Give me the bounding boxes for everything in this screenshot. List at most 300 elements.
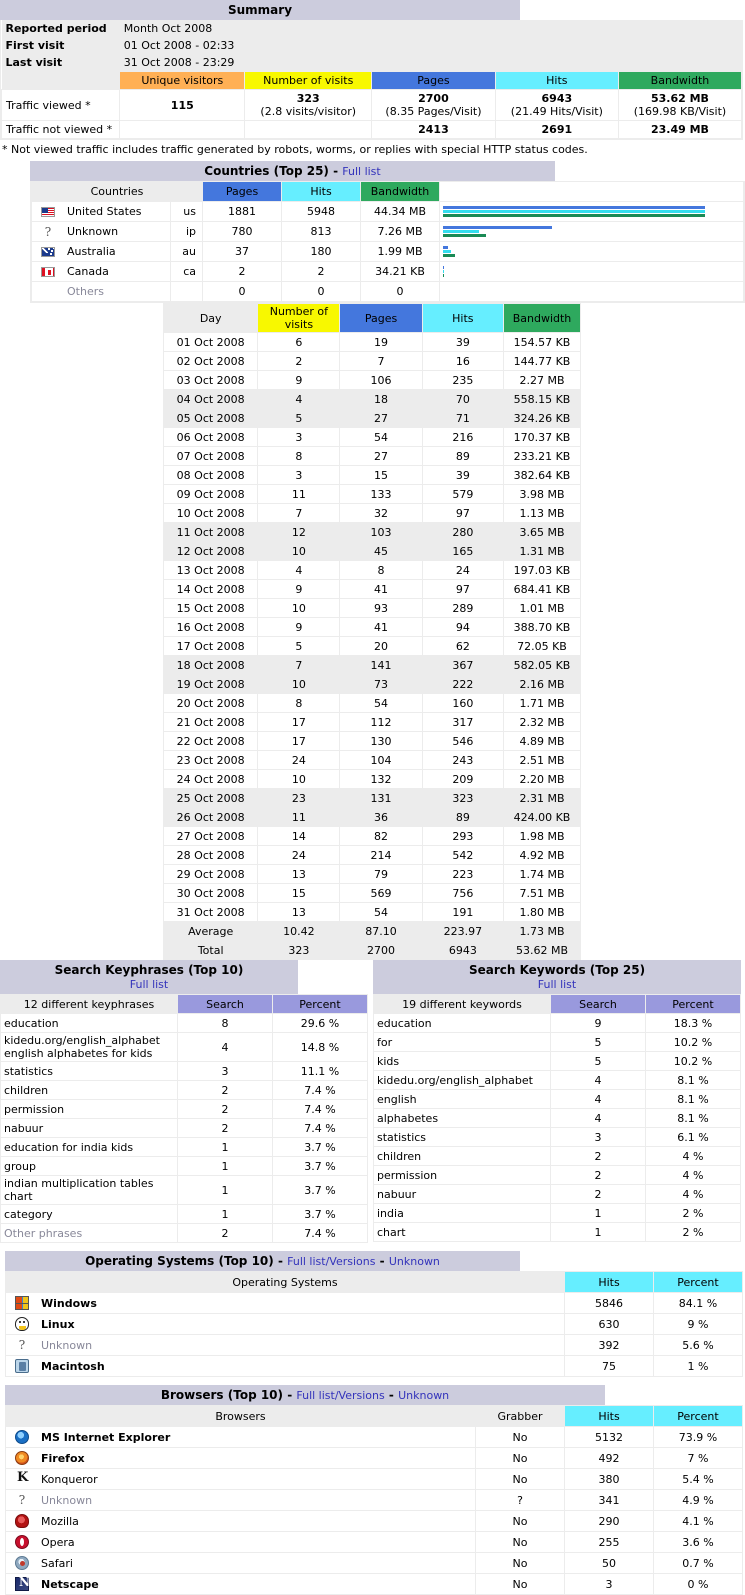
browsers-col-percent: Percent — [654, 1406, 743, 1427]
country-name: Canada — [64, 262, 171, 282]
day-hits: 39 — [422, 466, 503, 485]
day-bandwidth: 7.51 MB — [503, 884, 580, 903]
day-hits: 222 — [422, 675, 503, 694]
table-row — [6, 1469, 743, 1490]
day-hits: 542 — [422, 846, 503, 865]
browser-hits: 255 — [565, 1532, 654, 1553]
browsers-title-separator-1: - — [287, 1388, 293, 1402]
day-bandwidth: 324.26 KB — [503, 409, 580, 428]
day-pages: 36 — [340, 808, 422, 827]
day-visits: 9 — [258, 618, 340, 637]
table-row — [164, 827, 581, 846]
table-row — [164, 922, 581, 941]
day-pages: 103 — [340, 523, 422, 542]
day-label: 07 Oct 2008 — [164, 447, 258, 466]
summary-viewed-unique-visitors-value: 115 — [170, 98, 194, 112]
day-hits: 89 — [422, 447, 503, 466]
country-name: Others — [64, 282, 171, 302]
table-row — [374, 1052, 741, 1071]
keyphrase-percent: 7.4 % — [273, 1100, 368, 1119]
day-bandwidth: 1.74 MB — [503, 865, 580, 884]
table-row — [164, 561, 581, 580]
keywords-col-search: Search — [551, 995, 646, 1014]
day-visits: 17 — [258, 713, 340, 732]
browser-icon-cell — [6, 1532, 39, 1553]
browser-name: Unknown — [38, 1490, 476, 1511]
day-bandwidth: 1.31 MB — [503, 542, 580, 561]
day-bandwidth: 72.05 KB — [503, 637, 580, 656]
days-col-day: Day — [164, 304, 258, 333]
browser-percent: 7 % — [654, 1448, 743, 1469]
ca-flag-icon — [41, 267, 55, 277]
search-panels — [0, 960, 745, 1243]
unknown-icon: ? — [44, 224, 52, 239]
day-pages: 18 — [340, 390, 422, 409]
summary-notviewed-unique-visitors — [120, 121, 245, 139]
day-pages: 41 — [340, 580, 422, 599]
day-pages: 104 — [340, 751, 422, 770]
keyphrase-search-count: 8 — [178, 1014, 273, 1033]
summary-footnote: * Not viewed traffic includes traffic generated by robots, worms, or replies with special HTTP status codes. — [2, 143, 588, 156]
country-name: United States — [64, 202, 171, 222]
mac-icon — [15, 1359, 29, 1373]
table-row — [164, 466, 581, 485]
country-bandwidth: 0 — [361, 282, 440, 302]
keyword-text: education — [374, 1014, 551, 1033]
summary-traffic-not-viewed-label: Traffic not viewed * — [2, 121, 120, 139]
browser-grabber: No — [476, 1448, 565, 1469]
browsers-header-row — [6, 1406, 743, 1427]
day-visits: 23 — [258, 789, 340, 808]
country-name: Unknown — [64, 222, 171, 242]
table-row — [1, 1138, 368, 1157]
day-label: 05 Oct 2008 — [164, 409, 258, 428]
countries-section-title — [30, 161, 555, 181]
keywords-count-label: 19 different keywords — [374, 995, 551, 1014]
keyphrase-percent: 3.7 % — [273, 1176, 368, 1205]
table-row — [164, 732, 581, 751]
day-label: 31 Oct 2008 — [164, 903, 258, 922]
day-bandwidth: 170.37 KB — [503, 428, 580, 447]
os-unknown-link[interactable]: Unknown — [388, 1255, 440, 1268]
os-col-name: Operating Systems — [6, 1272, 565, 1293]
table-row — [6, 1335, 743, 1356]
day-pages: 569 — [340, 884, 422, 903]
table-row — [374, 1128, 741, 1147]
day-bandwidth: 2.16 MB — [503, 675, 580, 694]
country-code — [171, 282, 203, 302]
day-label: 04 Oct 2008 — [164, 390, 258, 409]
keyword-search-count: 9 — [551, 1014, 646, 1033]
day-pages: 8 — [340, 561, 422, 580]
day-hits: 323 — [422, 789, 503, 808]
country-code: ip — [171, 222, 203, 242]
keyword-percent: 8.1 % — [646, 1090, 741, 1109]
day-pages: 82 — [340, 827, 422, 846]
table-row — [164, 884, 581, 903]
day-bandwidth: 684.41 KB — [503, 580, 580, 599]
operating-systems-table — [5, 1271, 743, 1377]
country-bar-group — [443, 266, 740, 277]
keyword-search-count: 1 — [551, 1204, 646, 1223]
table-row — [164, 789, 581, 808]
day-hits: 24 — [422, 561, 503, 580]
table-row — [6, 1490, 743, 1511]
day-visits: 9 — [258, 371, 340, 390]
country-hits: 813 — [282, 222, 361, 242]
days-table — [163, 303, 581, 960]
pages-bar — [443, 266, 444, 269]
table-row — [374, 1204, 741, 1223]
browsers-col-hits: Hits — [565, 1406, 654, 1427]
pages-bar — [443, 226, 552, 229]
summary-col-pages: Pages — [372, 72, 496, 90]
operating-systems-section — [5, 1251, 743, 1377]
keyphrase-text: Other phrases — [1, 1224, 178, 1243]
browsers-section — [5, 1385, 743, 1595]
day-label: 02 Oct 2008 — [164, 352, 258, 371]
table-row — [1, 1224, 368, 1243]
table-row — [6, 1511, 743, 1532]
day-label: 13 Oct 2008 — [164, 561, 258, 580]
keyphrases-col-percent: Percent — [273, 995, 368, 1014]
day-bandwidth: 1.71 MB — [503, 694, 580, 713]
days-col-hits: Hits — [422, 304, 503, 333]
country-bar-cell — [440, 222, 744, 242]
country-bandwidth: 44.34 MB — [361, 202, 440, 222]
table-row — [1, 1176, 368, 1205]
day-visits: 14 — [258, 827, 340, 846]
os-percent: 9 % — [654, 1314, 743, 1335]
summary-notviewed-visits — [245, 121, 372, 139]
os-percent: 1 % — [654, 1356, 743, 1377]
summary-notviewed-bandwidth-value: 23.49 MB — [650, 123, 709, 136]
keyword-search-count: 3 — [551, 1128, 646, 1147]
table-row — [374, 1147, 741, 1166]
os-name: Unknown — [38, 1335, 565, 1356]
table-row — [374, 1033, 741, 1052]
day-label: 01 Oct 2008 — [164, 333, 258, 352]
os-name: Windows — [38, 1293, 565, 1314]
windows-icon — [15, 1296, 29, 1310]
keyword-search-count: 4 — [551, 1090, 646, 1109]
table-row — [164, 371, 581, 390]
country-pages: 37 — [203, 242, 282, 262]
country-flag-cell — [32, 242, 65, 262]
day-visits: 4 — [258, 390, 340, 409]
keyword-percent: 8.1 % — [646, 1109, 741, 1128]
os-full-list-link[interactable]: Full list/Versions — [287, 1255, 376, 1268]
country-code: ca — [171, 262, 203, 282]
summary-viewed-bandwidth-value: 53.62 MB — [650, 92, 709, 105]
summary-header-row — [2, 72, 742, 90]
day-pages: 133 — [340, 485, 422, 504]
keyphrase-search-count: 1 — [178, 1157, 273, 1176]
day-label: 12 Oct 2008 — [164, 542, 258, 561]
table-row — [1, 1119, 368, 1138]
country-code: au — [171, 242, 203, 262]
table-row — [374, 1014, 741, 1033]
day-visits: 24 — [258, 751, 340, 770]
day-hits: 579 — [422, 485, 503, 504]
browser-percent: 4.9 % — [654, 1490, 743, 1511]
hits-bar — [443, 270, 444, 273]
day-pages: 20 — [340, 637, 422, 656]
os-icon-cell — [6, 1335, 39, 1356]
hits-bar — [443, 230, 479, 233]
os-title-separator-1: - — [277, 1254, 283, 1268]
us-flag-icon — [41, 207, 55, 217]
keyphrase-text: children — [1, 1081, 178, 1100]
summary-viewed-bandwidth-sub: (169.98 KB/Visit) — [633, 105, 727, 118]
table-row — [1, 1014, 368, 1033]
au-flag-icon — [41, 247, 55, 257]
day-visits: 8 — [258, 447, 340, 466]
os-percent: 84.1 % — [654, 1293, 743, 1314]
day-bandwidth: 388.70 KB — [503, 618, 580, 637]
country-hits: 2 — [282, 262, 361, 282]
summary-table — [1, 20, 742, 139]
day-bandwidth: 2.32 MB — [503, 713, 580, 732]
day-label: 22 Oct 2008 — [164, 732, 258, 751]
keyphrase-text: indian multiplication tables chart — [1, 1176, 178, 1205]
keyphrase-text: nabuur — [1, 1119, 178, 1138]
summary-viewed-hits — [495, 90, 618, 121]
browsers-full-list-link[interactable]: Full list/Versions — [296, 1389, 385, 1402]
keyphrase-search-count: 2 — [178, 1081, 273, 1100]
day-bandwidth: 4.89 MB — [503, 732, 580, 751]
table-row — [32, 262, 744, 282]
day-pages: 112 — [340, 713, 422, 732]
keyword-text: kids — [374, 1052, 551, 1071]
country-bandwidth: 7.26 MB — [361, 222, 440, 242]
day-pages: 2700 — [340, 941, 422, 960]
keyword-percent: 10.2 % — [646, 1033, 741, 1052]
linux-icon — [15, 1317, 29, 1331]
country-bar-group — [443, 246, 740, 257]
browser-hits: 5132 — [565, 1427, 654, 1448]
browser-name: Netscape — [38, 1574, 476, 1595]
os-icon-cell — [6, 1314, 39, 1335]
keyphrase-search-count: 2 — [178, 1119, 273, 1138]
konqueror-icon — [15, 1472, 29, 1486]
countries-full-list-link[interactable]: Full list — [342, 165, 381, 178]
days-header-row — [164, 304, 581, 333]
browsers-section-title — [5, 1385, 605, 1405]
table-row — [164, 903, 581, 922]
day-label: 06 Oct 2008 — [164, 428, 258, 447]
day-hits: 546 — [422, 732, 503, 751]
browser-icon-cell — [6, 1427, 39, 1448]
country-flag-cell — [32, 222, 65, 242]
browser-name: Opera — [38, 1532, 476, 1553]
day-visits: 8 — [258, 694, 340, 713]
table-row — [164, 523, 581, 542]
day-bandwidth: 1.13 MB — [503, 504, 580, 523]
day-hits: 223 — [422, 865, 503, 884]
keyphrase-search-count: 2 — [178, 1224, 273, 1243]
keywords-header-row — [374, 995, 741, 1014]
os-col-hits: Hits — [565, 1272, 654, 1293]
day-label: 08 Oct 2008 — [164, 466, 258, 485]
keyphrase-text: category — [1, 1205, 178, 1224]
day-visits: 10.42 — [258, 922, 340, 941]
keyword-search-count: 2 — [551, 1185, 646, 1204]
keyphrases-header-row — [1, 995, 368, 1014]
keywords-full-list-link[interactable]: Full list — [537, 978, 577, 991]
table-row — [164, 865, 581, 884]
summary-notviewed-hits — [495, 121, 618, 139]
table-row — [374, 1166, 741, 1185]
country-hits: 180 — [282, 242, 361, 262]
keyword-search-count: 4 — [551, 1071, 646, 1090]
os-percent: 5.6 % — [654, 1335, 743, 1356]
keyword-percent: 10.2 % — [646, 1052, 741, 1071]
day-bandwidth: 3.98 MB — [503, 485, 580, 504]
table-row — [164, 656, 581, 675]
table-row — [164, 637, 581, 656]
day-visits: 3 — [258, 466, 340, 485]
browsers-unknown-link[interactable]: Unknown — [398, 1389, 450, 1402]
country-bandwidth: 34.21 KB — [361, 262, 440, 282]
summary-notviewed-pages — [372, 121, 496, 139]
day-visits: 323 — [258, 941, 340, 960]
table-row — [6, 1448, 743, 1469]
day-hits: 223.97 — [422, 922, 503, 941]
summary-viewed-visits-value: 323 — [296, 92, 320, 105]
table-row — [164, 713, 581, 732]
pages-bar — [443, 206, 705, 209]
day-bandwidth: 53.62 MB — [503, 941, 580, 960]
bandwidth-bar — [443, 234, 486, 237]
summary-viewed-bandwidth — [618, 90, 741, 121]
country-bandwidth: 1.99 MB — [361, 242, 440, 262]
keyphrase-percent: 3.7 % — [273, 1138, 368, 1157]
countries-col-chart — [440, 182, 744, 202]
day-visits: 5 — [258, 637, 340, 656]
day-visits: 10 — [258, 542, 340, 561]
table-row — [374, 1090, 741, 1109]
day-pages: 79 — [340, 865, 422, 884]
day-hits: 209 — [422, 770, 503, 789]
browser-name: Firefox — [38, 1448, 476, 1469]
ie-icon — [15, 1430, 29, 1444]
browser-name: Mozilla — [38, 1511, 476, 1532]
operating-systems-section-title — [5, 1251, 520, 1271]
table-row — [164, 447, 581, 466]
table-row — [32, 242, 744, 262]
keyphrase-percent: 14.8 % — [273, 1033, 368, 1062]
summary-viewed-visits-sub: (2.8 visits/visitor) — [260, 105, 357, 118]
hits-bar — [443, 250, 451, 253]
os-name: Macintosh — [38, 1356, 565, 1377]
day-bandwidth: 2.27 MB — [503, 371, 580, 390]
keyword-search-count: 2 — [551, 1166, 646, 1185]
countries-title-text: Countries (Top 25) — [204, 164, 329, 178]
summary-viewed-visits — [245, 90, 372, 121]
browser-percent: 5.4 % — [654, 1469, 743, 1490]
day-label: 29 Oct 2008 — [164, 865, 258, 884]
countries-body — [32, 202, 744, 302]
keyphrase-percent: 3.7 % — [273, 1205, 368, 1224]
keyword-text: for — [374, 1033, 551, 1052]
country-pages: 0 — [203, 282, 282, 302]
keyword-text: nabuur — [374, 1185, 551, 1204]
summary-col-visits: Number of visits — [245, 72, 372, 90]
country-name: Australia — [64, 242, 171, 262]
keyphrase-search-count: 1 — [178, 1138, 273, 1157]
day-label: Total — [164, 941, 258, 960]
days-section — [163, 303, 581, 960]
country-bar-cell — [440, 202, 744, 222]
day-label: 19 Oct 2008 — [164, 675, 258, 694]
browser-name: Safari — [38, 1553, 476, 1574]
day-visits: 6 — [258, 333, 340, 352]
keyphrases-body — [1, 1014, 368, 1243]
browsers-col-grabber: Grabber — [476, 1406, 565, 1427]
keyword-percent: 18.3 % — [646, 1014, 741, 1033]
countries-header-row — [32, 182, 744, 202]
day-label: 21 Oct 2008 — [164, 713, 258, 732]
summary-reported-period-label: Reported period — [2, 20, 120, 37]
os-title-separator-2: - — [379, 1254, 385, 1268]
day-hits: 191 — [422, 903, 503, 922]
browser-hits: 341 — [565, 1490, 654, 1511]
day-label: 18 Oct 2008 — [164, 656, 258, 675]
day-visits: 5 — [258, 409, 340, 428]
mozilla-icon — [15, 1514, 29, 1528]
table-row — [164, 941, 581, 960]
day-hits: 280 — [422, 523, 503, 542]
keyword-search-count: 4 — [551, 1109, 646, 1128]
day-visits: 10 — [258, 770, 340, 789]
opera-icon — [15, 1535, 29, 1549]
day-bandwidth: 424.00 KB — [503, 808, 580, 827]
keyword-text: chart — [374, 1223, 551, 1242]
table-row — [6, 1532, 743, 1553]
browsers-col-name: Browsers — [6, 1406, 476, 1427]
browser-hits: 492 — [565, 1448, 654, 1469]
countries-col-pages: Pages — [203, 182, 282, 202]
day-hits: 367 — [422, 656, 503, 675]
day-pages: 214 — [340, 846, 422, 865]
safari-icon — [15, 1556, 29, 1570]
browser-hits: 3 — [565, 1574, 654, 1595]
browser-icon-cell — [6, 1511, 39, 1532]
table-row — [164, 751, 581, 770]
countries-col-hits: Hits — [282, 182, 361, 202]
day-visits: 4 — [258, 561, 340, 580]
day-hits: 71 — [422, 409, 503, 428]
countries-section — [30, 161, 745, 303]
day-visits: 17 — [258, 732, 340, 751]
browser-hits: 50 — [565, 1553, 654, 1574]
keywords-section-title — [373, 960, 741, 994]
summary-traffic-viewed-row — [2, 90, 742, 121]
summary-col-unique-visitors: Unique visitors — [120, 72, 245, 90]
day-hits: 160 — [422, 694, 503, 713]
unknown-icon: ? — [18, 1493, 26, 1507]
day-hits: 39 — [422, 333, 503, 352]
keyword-percent: 4 % — [646, 1147, 741, 1166]
keyphrases-count-label: 12 different keyphrases — [1, 995, 178, 1014]
summary-viewed-hits-sub: (21.49 Hits/Visit) — [510, 105, 603, 118]
day-bandwidth: 233.21 KB — [503, 447, 580, 466]
os-body — [6, 1293, 743, 1377]
keyword-search-count: 5 — [551, 1052, 646, 1071]
keyphrases-full-list-link[interactable]: Full list — [129, 978, 169, 991]
os-icon-cell — [6, 1293, 39, 1314]
